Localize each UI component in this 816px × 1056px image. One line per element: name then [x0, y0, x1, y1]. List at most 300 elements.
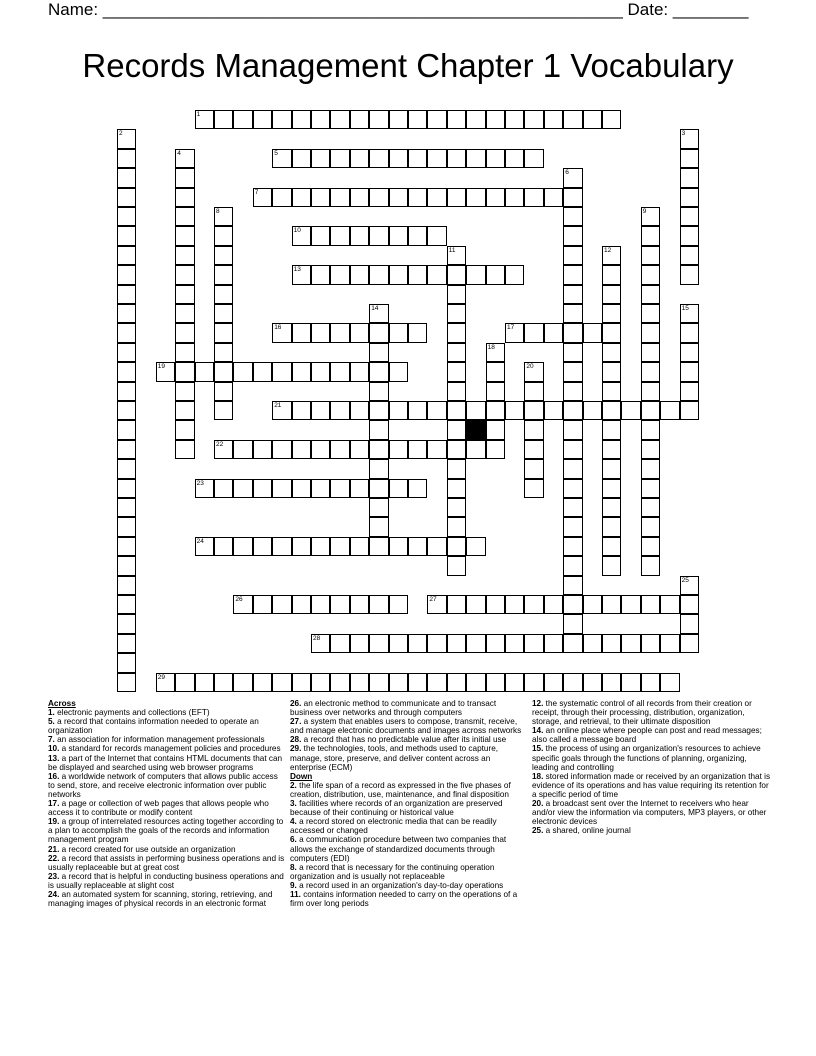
- grid-cell[interactable]: [292, 149, 311, 168]
- grid-cell[interactable]: [369, 382, 388, 401]
- grid-cell[interactable]: [680, 343, 699, 362]
- grid-cell[interactable]: [641, 537, 660, 556]
- grid-cell[interactable]: [369, 323, 388, 342]
- grid-cell[interactable]: [563, 634, 582, 653]
- grid-cell[interactable]: [369, 420, 388, 439]
- grid-cell[interactable]: [486, 420, 505, 439]
- grid-cell[interactable]: [544, 323, 563, 342]
- grid-cell[interactable]: [253, 537, 272, 556]
- grid-cell[interactable]: [330, 537, 349, 556]
- grid-cell[interactable]: [583, 323, 602, 342]
- grid-cell[interactable]: [641, 634, 660, 653]
- grid-cell[interactable]: [214, 537, 233, 556]
- grid-cell[interactable]: [292, 440, 311, 459]
- grid-cell[interactable]: [389, 537, 408, 556]
- grid-cell[interactable]: [369, 673, 388, 692]
- grid-cell[interactable]: [117, 304, 136, 323]
- grid-cell[interactable]: [641, 362, 660, 381]
- grid-cell[interactable]: [175, 382, 194, 401]
- grid-cell[interactable]: [486, 149, 505, 168]
- grid-cell[interactable]: [117, 595, 136, 614]
- grid-cell[interactable]: [350, 537, 369, 556]
- grid-cell[interactable]: [427, 149, 446, 168]
- grid-cell[interactable]: [486, 343, 505, 362]
- grid-cell[interactable]: [175, 188, 194, 207]
- grid-cell[interactable]: [408, 188, 427, 207]
- grid-cell[interactable]: [524, 595, 543, 614]
- grid-cell[interactable]: [447, 149, 466, 168]
- grid-cell[interactable]: [350, 634, 369, 653]
- grid-cell[interactable]: [427, 634, 446, 653]
- grid-cell[interactable]: [408, 110, 427, 129]
- grid-cell[interactable]: [447, 498, 466, 517]
- grid-cell[interactable]: [369, 110, 388, 129]
- grid-cell[interactable]: [563, 459, 582, 478]
- grid-cell[interactable]: [292, 110, 311, 129]
- grid-cell[interactable]: [117, 168, 136, 187]
- grid-cell[interactable]: [641, 556, 660, 575]
- grid-cell[interactable]: [563, 498, 582, 517]
- grid-cell[interactable]: [524, 323, 543, 342]
- grid-cell[interactable]: [602, 362, 621, 381]
- grid-cell[interactable]: [369, 265, 388, 284]
- grid-cell[interactable]: [233, 362, 252, 381]
- grid-cell[interactable]: [602, 517, 621, 536]
- grid-cell[interactable]: [408, 226, 427, 245]
- grid-cell[interactable]: [563, 246, 582, 265]
- grid-cell[interactable]: [563, 537, 582, 556]
- grid-cell[interactable]: [602, 265, 621, 284]
- grid-cell[interactable]: [369, 634, 388, 653]
- grid-cell[interactable]: [117, 362, 136, 381]
- grid-cell[interactable]: [389, 673, 408, 692]
- grid-cell[interactable]: [447, 188, 466, 207]
- grid-cell[interactable]: [641, 323, 660, 342]
- grid-cell[interactable]: [680, 382, 699, 401]
- grid-cell[interactable]: [486, 110, 505, 129]
- grid-cell[interactable]: [680, 634, 699, 653]
- grid-cell[interactable]: [175, 168, 194, 187]
- grid-cell[interactable]: [214, 265, 233, 284]
- grid-cell[interactable]: [117, 420, 136, 439]
- grid-cell[interactable]: [214, 323, 233, 342]
- grid-cell[interactable]: [427, 537, 446, 556]
- grid-cell[interactable]: [544, 188, 563, 207]
- grid-cell[interactable]: [602, 246, 621, 265]
- grid-cell[interactable]: [253, 110, 272, 129]
- grid-cell[interactable]: [311, 595, 330, 614]
- grid-cell[interactable]: [389, 110, 408, 129]
- grid-cell[interactable]: [447, 420, 466, 439]
- grid-cell[interactable]: [641, 382, 660, 401]
- grid-cell[interactable]: [233, 537, 252, 556]
- grid-cell[interactable]: [117, 576, 136, 595]
- grid-cell[interactable]: [117, 129, 136, 148]
- grid-cell[interactable]: [350, 149, 369, 168]
- grid-cell[interactable]: [311, 479, 330, 498]
- grid-cell[interactable]: [641, 265, 660, 284]
- grid-cell[interactable]: [389, 188, 408, 207]
- grid-cell[interactable]: [505, 265, 524, 284]
- grid-cell[interactable]: [602, 420, 621, 439]
- grid-cell[interactable]: [311, 188, 330, 207]
- grid-cell[interactable]: [563, 673, 582, 692]
- grid-cell[interactable]: [641, 673, 660, 692]
- grid-cell[interactable]: [117, 265, 136, 284]
- grid-cell[interactable]: [389, 362, 408, 381]
- grid-cell[interactable]: [544, 673, 563, 692]
- grid-cell[interactable]: [680, 226, 699, 245]
- grid-cell[interactable]: [544, 634, 563, 653]
- grid-cell[interactable]: [602, 634, 621, 653]
- grid-cell[interactable]: [447, 556, 466, 575]
- grid-cell[interactable]: [311, 362, 330, 381]
- grid-cell[interactable]: [330, 595, 349, 614]
- grid-cell[interactable]: [175, 362, 194, 381]
- grid-cell[interactable]: [524, 149, 543, 168]
- grid-cell[interactable]: [427, 440, 446, 459]
- grid-cell[interactable]: [156, 362, 175, 381]
- grid-cell[interactable]: [156, 673, 175, 692]
- grid-cell[interactable]: [447, 246, 466, 265]
- grid-cell[interactable]: [602, 110, 621, 129]
- grid-cell[interactable]: [117, 653, 136, 672]
- grid-cell[interactable]: [389, 479, 408, 498]
- grid-cell[interactable]: [214, 110, 233, 129]
- grid-cell[interactable]: [272, 537, 291, 556]
- grid-cell[interactable]: [427, 595, 446, 614]
- grid-cell[interactable]: [680, 188, 699, 207]
- grid-cell[interactable]: [214, 304, 233, 323]
- grid-cell[interactable]: [427, 110, 446, 129]
- grid-cell[interactable]: [408, 149, 427, 168]
- grid-cell[interactable]: [311, 537, 330, 556]
- grid-cell[interactable]: [680, 595, 699, 614]
- grid-cell[interactable]: [408, 479, 427, 498]
- grid-cell[interactable]: [524, 479, 543, 498]
- grid-cell[interactable]: [253, 479, 272, 498]
- grid-cell[interactable]: [524, 382, 543, 401]
- grid-cell[interactable]: [563, 420, 582, 439]
- grid-cell[interactable]: [447, 479, 466, 498]
- grid-cell[interactable]: [505, 323, 524, 342]
- grid-cell[interactable]: [602, 479, 621, 498]
- grid-cell[interactable]: [369, 362, 388, 381]
- grid-cell[interactable]: [408, 440, 427, 459]
- grid-cell[interactable]: [233, 440, 252, 459]
- grid-cell[interactable]: [447, 285, 466, 304]
- grid-cell[interactable]: [563, 207, 582, 226]
- grid-cell[interactable]: [253, 440, 272, 459]
- grid-cell[interactable]: [427, 401, 446, 420]
- grid-cell[interactable]: [389, 401, 408, 420]
- grid-cell[interactable]: [583, 401, 602, 420]
- grid-cell[interactable]: [447, 517, 466, 536]
- grid-cell[interactable]: [563, 440, 582, 459]
- grid-cell[interactable]: [175, 343, 194, 362]
- grid-cell[interactable]: [524, 440, 543, 459]
- grid-cell[interactable]: [233, 595, 252, 614]
- grid-cell[interactable]: [680, 362, 699, 381]
- grid-cell[interactable]: [272, 362, 291, 381]
- grid-cell[interactable]: [563, 362, 582, 381]
- grid-cell[interactable]: [292, 673, 311, 692]
- grid-cell[interactable]: [214, 401, 233, 420]
- grid-cell[interactable]: [563, 265, 582, 284]
- grid-cell[interactable]: [117, 246, 136, 265]
- grid-cell[interactable]: [563, 188, 582, 207]
- grid-cell[interactable]: [447, 323, 466, 342]
- grid-cell[interactable]: [563, 226, 582, 245]
- grid-cell[interactable]: [660, 673, 679, 692]
- grid-cell[interactable]: [292, 362, 311, 381]
- grid-cell[interactable]: [447, 265, 466, 284]
- grid-cell[interactable]: [505, 149, 524, 168]
- grid-cell[interactable]: [311, 673, 330, 692]
- grid-cell[interactable]: [563, 517, 582, 536]
- grid-cell[interactable]: [117, 226, 136, 245]
- grid-cell[interactable]: [117, 285, 136, 304]
- grid-cell[interactable]: [641, 226, 660, 245]
- grid-cell[interactable]: [524, 634, 543, 653]
- grid-cell[interactable]: [505, 401, 524, 420]
- grid-cell[interactable]: [214, 382, 233, 401]
- grid-cell[interactable]: [524, 420, 543, 439]
- grid-cell[interactable]: [621, 673, 640, 692]
- grid-cell[interactable]: [330, 479, 349, 498]
- grid-cell[interactable]: [195, 362, 214, 381]
- grid-cell[interactable]: [641, 343, 660, 362]
- grid-cell[interactable]: [447, 537, 466, 556]
- grid-cell[interactable]: [117, 323, 136, 342]
- grid-cell[interactable]: [389, 323, 408, 342]
- grid-cell[interactable]: [272, 323, 291, 342]
- grid-cell[interactable]: [389, 265, 408, 284]
- grid-cell[interactable]: [466, 595, 485, 614]
- grid-cell[interactable]: [311, 149, 330, 168]
- grid-cell[interactable]: [680, 168, 699, 187]
- grid-cell[interactable]: [486, 188, 505, 207]
- grid-cell[interactable]: [330, 401, 349, 420]
- grid-cell[interactable]: [563, 382, 582, 401]
- grid-cell[interactable]: [350, 110, 369, 129]
- grid-cell[interactable]: [524, 459, 543, 478]
- grid-cell[interactable]: [641, 285, 660, 304]
- grid-cell[interactable]: [272, 110, 291, 129]
- grid-cell[interactable]: [641, 517, 660, 536]
- grid-cell[interactable]: [447, 634, 466, 653]
- grid-cell[interactable]: [233, 673, 252, 692]
- grid-cell[interactable]: [602, 323, 621, 342]
- grid-cell[interactable]: [621, 595, 640, 614]
- grid-cell[interactable]: [486, 634, 505, 653]
- grid-cell[interactable]: [641, 498, 660, 517]
- grid-cell[interactable]: [253, 673, 272, 692]
- grid-cell[interactable]: [602, 304, 621, 323]
- grid-cell[interactable]: [602, 285, 621, 304]
- grid-cell[interactable]: [563, 304, 582, 323]
- grid-cell[interactable]: [311, 634, 330, 653]
- grid-cell[interactable]: [330, 362, 349, 381]
- grid-cell[interactable]: [583, 634, 602, 653]
- grid-cell[interactable]: [330, 110, 349, 129]
- grid-cell[interactable]: [466, 634, 485, 653]
- grid-cell[interactable]: [389, 634, 408, 653]
- grid-cell[interactable]: [253, 595, 272, 614]
- grid-cell[interactable]: [427, 673, 446, 692]
- grid-cell[interactable]: [175, 285, 194, 304]
- grid-cell[interactable]: [447, 459, 466, 478]
- grid-cell[interactable]: [524, 673, 543, 692]
- grid-cell[interactable]: [447, 110, 466, 129]
- grid-cell[interactable]: [272, 479, 291, 498]
- grid-cell[interactable]: [369, 343, 388, 362]
- grid-cell[interactable]: [680, 614, 699, 633]
- grid-cell[interactable]: [175, 265, 194, 284]
- grid-cell[interactable]: [466, 440, 485, 459]
- grid-cell[interactable]: [583, 673, 602, 692]
- grid-cell[interactable]: [408, 673, 427, 692]
- grid-cell[interactable]: [253, 362, 272, 381]
- grid-cell[interactable]: [350, 440, 369, 459]
- grid-cell[interactable]: [408, 634, 427, 653]
- grid-cell[interactable]: [447, 673, 466, 692]
- grid-cell[interactable]: [292, 323, 311, 342]
- grid-cell[interactable]: [602, 537, 621, 556]
- grid-cell[interactable]: [680, 401, 699, 420]
- grid-cell[interactable]: [505, 110, 524, 129]
- grid-cell[interactable]: [563, 285, 582, 304]
- grid-cell[interactable]: [486, 673, 505, 692]
- grid-cell[interactable]: [505, 188, 524, 207]
- grid-cell[interactable]: [117, 479, 136, 498]
- grid-cell[interactable]: [117, 440, 136, 459]
- grid-cell[interactable]: [311, 323, 330, 342]
- grid-cell[interactable]: [466, 401, 485, 420]
- grid-cell[interactable]: [117, 673, 136, 692]
- grid-cell[interactable]: [641, 246, 660, 265]
- grid-cell[interactable]: [214, 479, 233, 498]
- grid-cell[interactable]: [563, 323, 582, 342]
- grid-cell[interactable]: [175, 440, 194, 459]
- grid-cell[interactable]: [602, 556, 621, 575]
- grid-cell[interactable]: [369, 188, 388, 207]
- grid-cell[interactable]: [389, 149, 408, 168]
- grid-cell[interactable]: [117, 207, 136, 226]
- grid-cell[interactable]: [195, 673, 214, 692]
- grid-cell[interactable]: [330, 188, 349, 207]
- grid-cell[interactable]: [117, 401, 136, 420]
- grid-cell[interactable]: [117, 459, 136, 478]
- grid-cell[interactable]: [311, 265, 330, 284]
- grid-cell[interactable]: [330, 265, 349, 284]
- grid-cell[interactable]: [563, 614, 582, 633]
- grid-cell[interactable]: [292, 479, 311, 498]
- grid-cell[interactable]: [292, 595, 311, 614]
- grid-cell[interactable]: [214, 285, 233, 304]
- grid-cell[interactable]: [427, 188, 446, 207]
- grid-cell[interactable]: [311, 401, 330, 420]
- grid-cell[interactable]: [680, 265, 699, 284]
- grid-cell[interactable]: [544, 595, 563, 614]
- grid-cell[interactable]: [680, 149, 699, 168]
- grid-cell[interactable]: [233, 479, 252, 498]
- grid-cell[interactable]: [505, 595, 524, 614]
- grid-cell[interactable]: [350, 188, 369, 207]
- grid-cell[interactable]: [660, 401, 679, 420]
- grid-cell[interactable]: [292, 537, 311, 556]
- grid-cell[interactable]: [330, 226, 349, 245]
- grid-cell[interactable]: [330, 673, 349, 692]
- grid-cell[interactable]: [563, 576, 582, 595]
- grid-cell[interactable]: [486, 401, 505, 420]
- grid-cell[interactable]: [369, 537, 388, 556]
- grid-cell[interactable]: [680, 129, 699, 148]
- grid-cell[interactable]: [641, 401, 660, 420]
- grid-cell[interactable]: [641, 304, 660, 323]
- grid-cell[interactable]: [583, 110, 602, 129]
- grid-cell[interactable]: [447, 343, 466, 362]
- grid-cell[interactable]: [214, 207, 233, 226]
- grid-cell[interactable]: [486, 265, 505, 284]
- grid-cell[interactable]: [641, 440, 660, 459]
- grid-cell[interactable]: [660, 595, 679, 614]
- grid-cell[interactable]: [369, 226, 388, 245]
- grid-cell[interactable]: [563, 110, 582, 129]
- grid-cell[interactable]: [602, 673, 621, 692]
- grid-cell[interactable]: [292, 401, 311, 420]
- grid-cell[interactable]: [350, 595, 369, 614]
- grid-cell[interactable]: [447, 401, 466, 420]
- grid-cell[interactable]: [447, 595, 466, 614]
- grid-cell[interactable]: [641, 207, 660, 226]
- grid-cell[interactable]: [117, 149, 136, 168]
- grid-cell[interactable]: [311, 440, 330, 459]
- grid-cell[interactable]: [272, 595, 291, 614]
- grid-cell[interactable]: [272, 440, 291, 459]
- grid-cell[interactable]: [486, 362, 505, 381]
- grid-cell[interactable]: [272, 673, 291, 692]
- grid-cell[interactable]: [524, 362, 543, 381]
- grid-cell[interactable]: [524, 110, 543, 129]
- grid-cell[interactable]: [214, 440, 233, 459]
- grid-cell[interactable]: [369, 517, 388, 536]
- grid-cell[interactable]: [233, 110, 252, 129]
- grid-cell[interactable]: [641, 420, 660, 439]
- grid-cell[interactable]: [369, 595, 388, 614]
- grid-cell[interactable]: [486, 595, 505, 614]
- grid-cell[interactable]: [389, 440, 408, 459]
- grid-cell[interactable]: [680, 207, 699, 226]
- grid-cell[interactable]: [195, 479, 214, 498]
- grid-cell[interactable]: [117, 188, 136, 207]
- grid-cell[interactable]: [214, 343, 233, 362]
- grid-cell[interactable]: [330, 634, 349, 653]
- grid-cell[interactable]: [175, 149, 194, 168]
- grid-cell[interactable]: [292, 265, 311, 284]
- grid-cell[interactable]: [602, 343, 621, 362]
- grid-cell[interactable]: [117, 498, 136, 517]
- grid-cell[interactable]: [621, 401, 640, 420]
- grid-cell[interactable]: [272, 401, 291, 420]
- grid-cell[interactable]: [117, 343, 136, 362]
- grid-cell[interactable]: [544, 110, 563, 129]
- grid-cell[interactable]: [660, 634, 679, 653]
- grid-cell[interactable]: [369, 498, 388, 517]
- grid-cell[interactable]: [350, 323, 369, 342]
- grid-cell[interactable]: [350, 362, 369, 381]
- grid-cell[interactable]: [330, 440, 349, 459]
